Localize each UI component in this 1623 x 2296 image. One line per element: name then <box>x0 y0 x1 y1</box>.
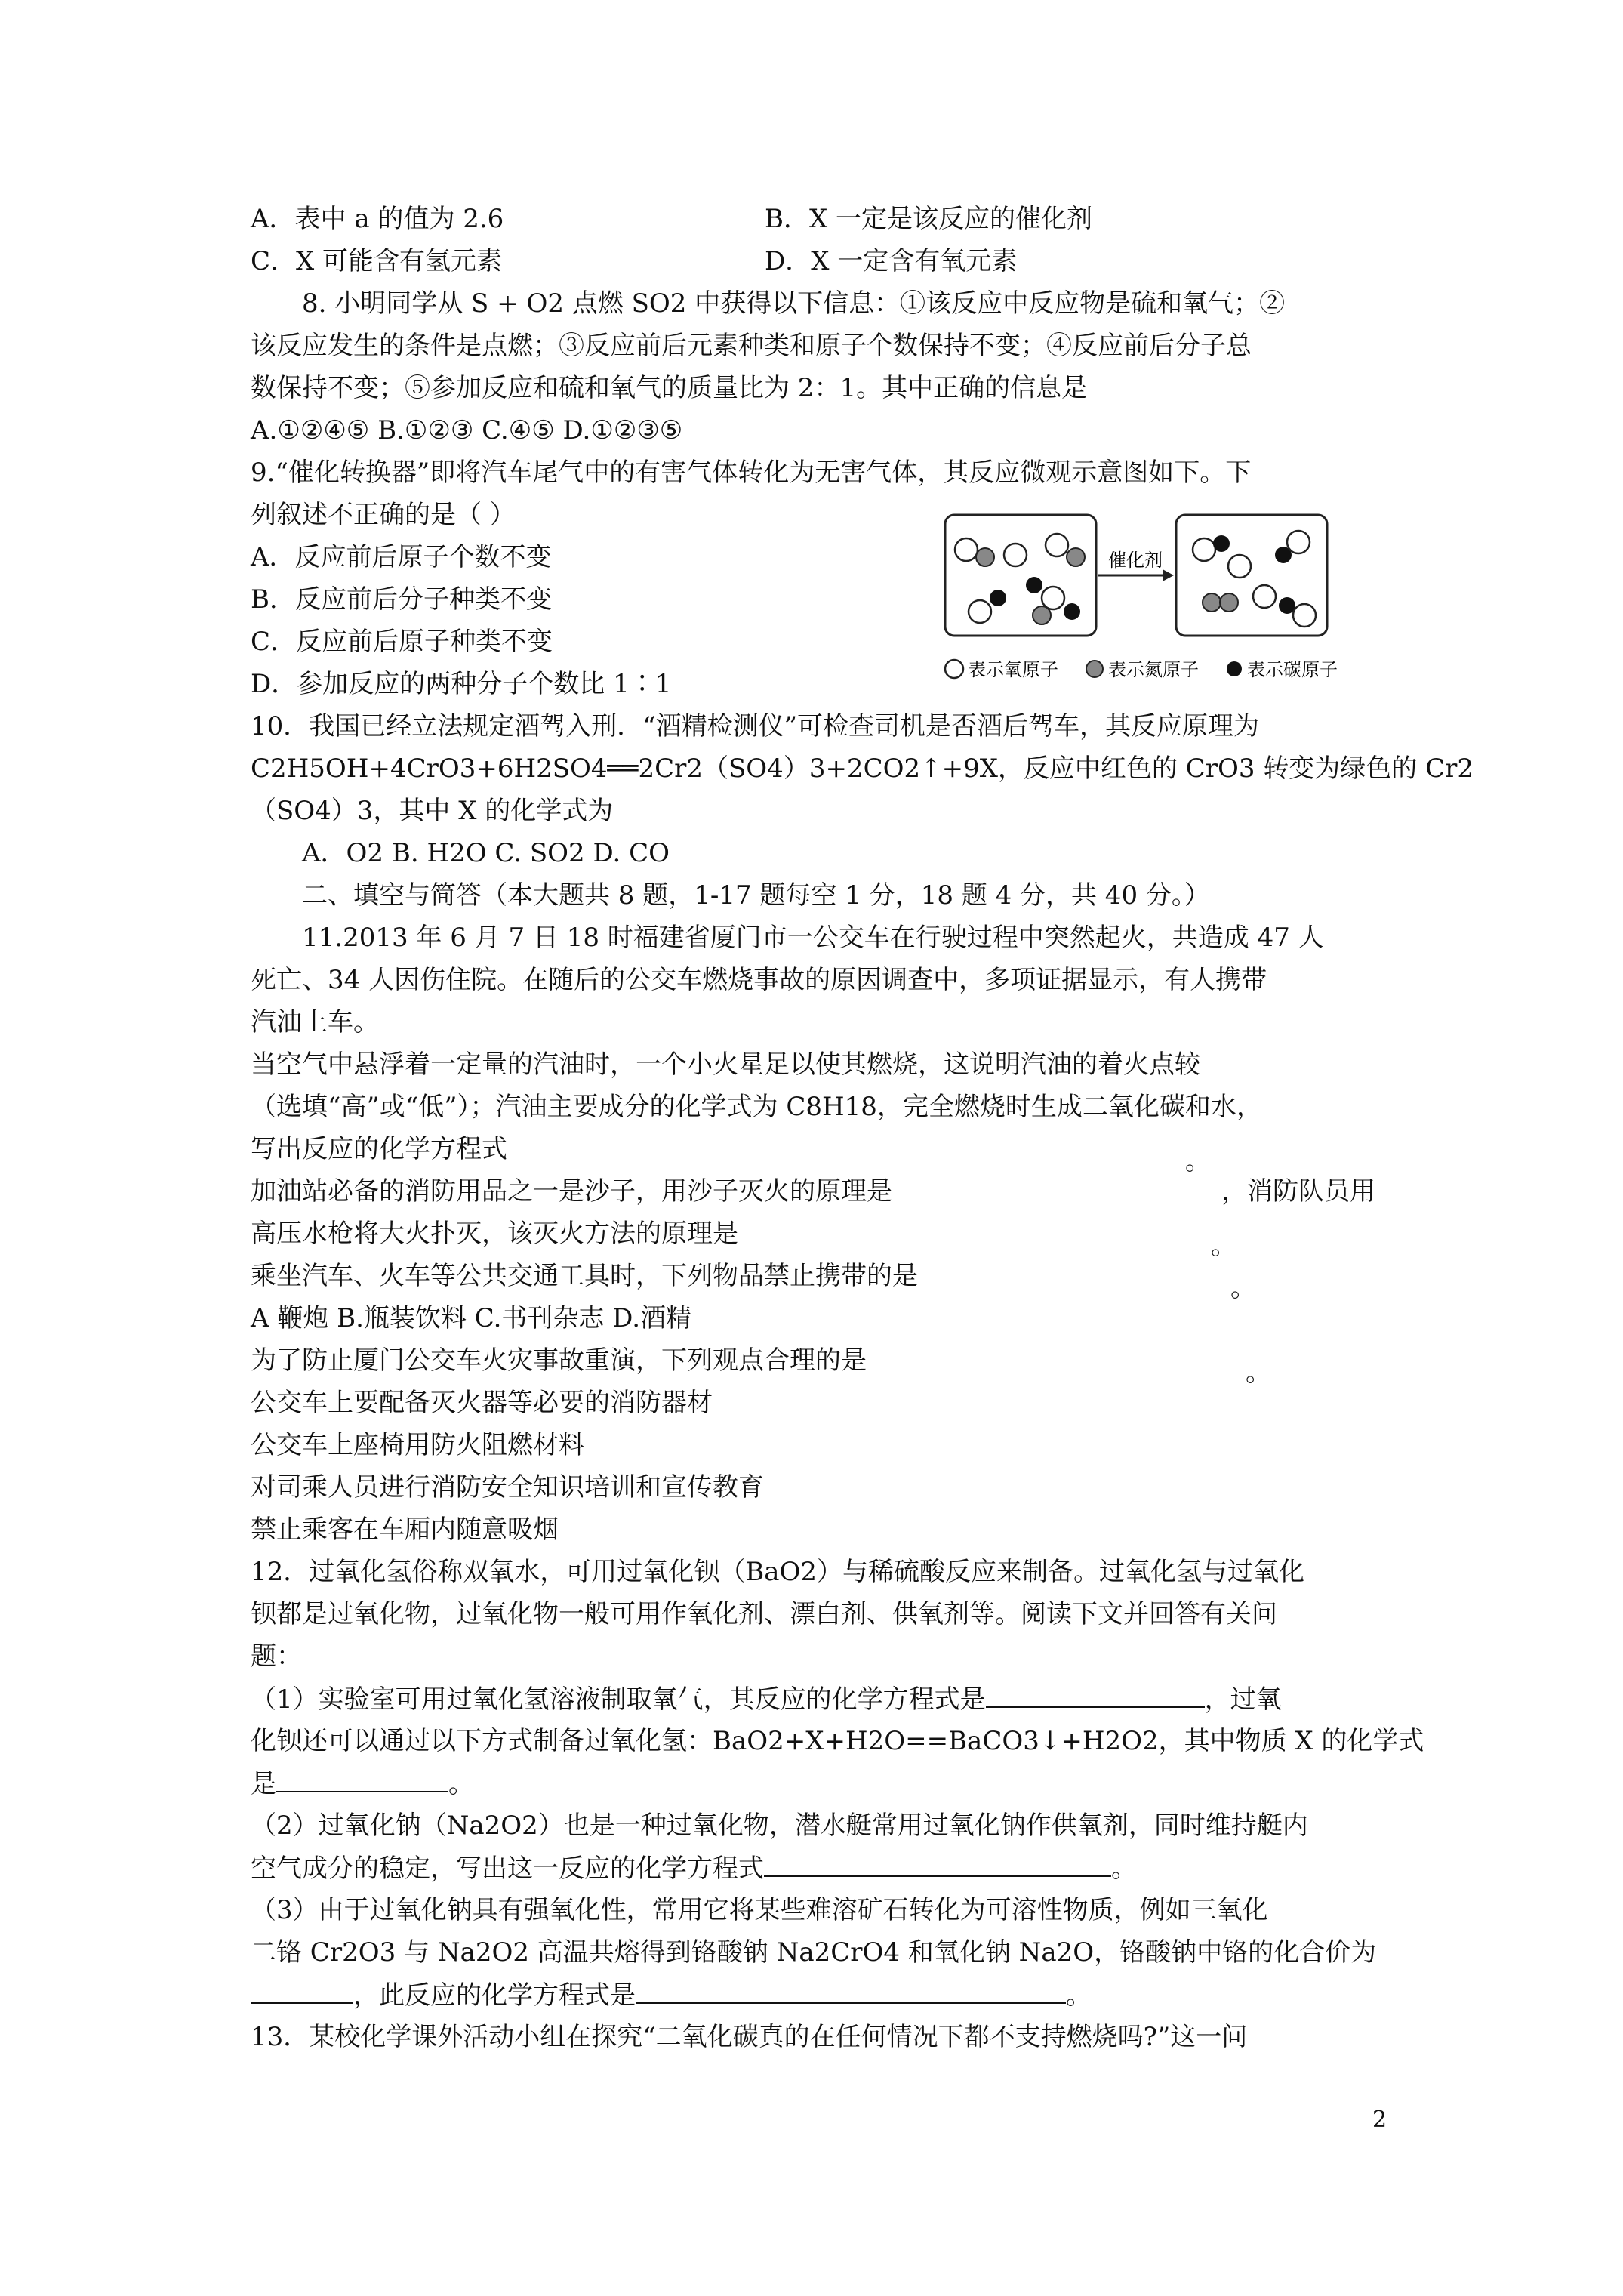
q8-line-1: 8. 小明同学从 S + O2 点燃 SO2 中获得以下信息：①该反应中反应物是硫和氧气；② <box>302 288 1286 319</box>
q9-option-a: A．反应前后原子个数不变 <box>251 542 552 572</box>
q12-part-2-text: 空气成分的稳定，写出这一反应的化学方程式 <box>251 1854 764 1884</box>
q11-line-9-end: 。 <box>1230 1273 1256 1303</box>
q11-line-11-end: 。 <box>1246 1358 1271 1388</box>
q12-part-2-line-1: （2）过氧化钠（Na2O2）也是一种过氧化物，潜水艇常用过氧化钠作供氧剂，同时维持艇内 <box>251 1811 1308 1841</box>
q7-option-d: D．X 一定含有氧元素 <box>765 246 1018 276</box>
q8-options: A.①②④⑤ B.①②③ C.④⑤ D.①②③⑤ <box>251 415 683 445</box>
q12-line-3: 题： <box>251 1641 302 1672</box>
q9-line-1: 9.“催化转换器”即将汽车尾气中的有害气体转化为无害气体，其反应微观示意图如下。下 <box>251 458 1252 488</box>
q11-line-7b: ，消防队员用 <box>1221 1176 1375 1207</box>
q11-line-1: 11.2013 年 6 月 7 日 18 时福建省厦门市一公交车在行驶过程中突然起火，共造成 47 人 <box>302 923 1324 953</box>
q11-line-2: 死亡、34 人因伤住院。在随后的公交车燃烧事故的原因调查中，多项证据显示，有人携带 <box>251 965 1267 995</box>
q12-part-3-line-3 <box>251 1980 1092 2011</box>
q7-option-b: B．X 一定是该反应的催化剂 <box>765 204 1092 234</box>
q11-line-8-end: 。 <box>1211 1231 1236 1261</box>
q12-part-3-line-2: 二铬 Cr2O3 与 Na2O2 高温共熔得到铬酸钠 Na2CrO4 和氧化钠 Na2O，铬酸钠中铬的化合价为 <box>251 1937 1377 1968</box>
answer-blank[interactable] <box>986 1684 1205 1708</box>
q12-part-2-end: 。 <box>1111 1854 1137 1884</box>
q8-line-3: 数保持不变；⑤参加反应和硫和氧气的质量比为 2：1。其中正确的信息是 <box>251 373 1088 403</box>
q11-line-5: （选填“高”或“低”）；汽油主要成分的化学式为 C8H18，完全燃烧时生成二氧化碳和水， <box>251 1092 1262 1122</box>
q11-line-6-end: 。 <box>1185 1146 1211 1176</box>
q12-part-1-line-3 <box>251 1768 474 1799</box>
arrow-label: 催化剂 <box>1108 550 1163 571</box>
q11-line-6: 写出反应的化学方程式 <box>251 1134 507 1164</box>
q13-line-1: 13．某校化学课外活动小组在探究“二氧化碳真的在任何情况下都不支持燃烧吗?”这一问 <box>251 2022 1248 2052</box>
reactant-box <box>945 515 1096 636</box>
q10-options: A．O2 B. H2O C. SO2 D. CO <box>302 838 670 868</box>
q11-item-1: 公交车上要配备灭火器等必要的消防器材 <box>251 1388 713 1418</box>
q11-options: A 鞭炮 B.瓶装饮料 C.书刊杂志 D.酒精 <box>251 1303 692 1333</box>
page-number: 2 <box>1372 2106 1387 2133</box>
q11-line-4: 当空气中悬浮着一定量的汽油时，一个小火星足以使其燃烧，这说明汽油的着火点较 <box>251 1049 1200 1080</box>
q12-part-3-text: ，此反应的化学方程式是 <box>353 1980 636 2011</box>
answer-blank[interactable] <box>276 1768 448 1792</box>
q11-item-3: 对司乘人员进行消防安全知识培训和宣传教育 <box>251 1472 764 1502</box>
answer-blank[interactable] <box>636 1980 1066 2004</box>
answer-blank[interactable] <box>764 1853 1111 1877</box>
legend-nitrogen: 表示氮原子 <box>1108 659 1199 680</box>
reaction-diagram <box>944 513 1412 687</box>
q12-part-1-text: （1）实验室可用过氧化氢溶液制取氧气，其反应的化学方程式是 <box>251 1684 986 1715</box>
q9-line-2: 列叙述不正确的是（ ） <box>251 500 516 530</box>
legend-carbon: 表示碳原子 <box>1247 659 1338 680</box>
q10-line-3: （SO4）3，其中 X 的化学式为 <box>251 796 614 826</box>
q7-option-a: A．表中 a 的值为 2.6 <box>251 204 504 234</box>
section-2-heading: 二、填空与简答（本大题共 8 题，1-17 题每空 1 分，18 题 4 分，共 40 分。） <box>302 880 1210 911</box>
q11-line-3: 汽油上车。 <box>251 1007 379 1037</box>
q12-part-3-end: 。 <box>1066 1980 1092 2011</box>
q12-part-1-end: 。 <box>448 1769 474 1799</box>
diagram-legend <box>945 659 1338 680</box>
q12-line-1: 12．过氧化氢俗称双氧水，可用过氧化钡（BaO2）与稀硫酸反应来制备。过氧化氢与过氧化 <box>251 1557 1305 1587</box>
q11-line-11: 为了防止厦门公交车火灾事故重演，下列观点合理的是 <box>251 1345 867 1376</box>
q11-item-4: 禁止乘客在车厢内随意吸烟 <box>251 1515 559 1545</box>
legend-oxygen: 表示氧原子 <box>968 659 1058 680</box>
q11-line-9: 乘坐汽车、火车等公共交通工具时，下列物品禁止携带的是 <box>251 1261 918 1291</box>
q12-line-2: 钡都是过氧化物，过氧化物一般可用作氧化剂、漂白剂、供氧剂等。阅读下文并回答有关问 <box>251 1599 1277 1629</box>
q9-option-c: C．反应前后原子种类不变 <box>251 627 553 657</box>
q9-option-b: B．反应前后分子种类不变 <box>251 584 552 615</box>
q12-part-1-line-1 <box>251 1684 1282 1715</box>
q7-option-c: C．X 可能含有氢元素 <box>251 246 503 276</box>
q11-line-7a: 加油站必备的消防用品之一是沙子，用沙子灭火的原理是 <box>251 1176 892 1207</box>
q12-part-3-line-1: （3）由于过氧化钠具有强氧化性，常用它将某些难溶矿石转化为可溶性物质，例如三氧化 <box>251 1895 1268 1925</box>
q12-part-1-tail: ，过氧 <box>1204 1684 1282 1715</box>
q8-line-2: 该反应发生的条件是点燃；③反应前后元素种类和原子个数保持不变；④反应前后分子总 <box>251 331 1252 361</box>
q10-line-1: 10．我国已经立法规定酒驾入刑．“酒精检测仪”可检查司机是否酒后驾车，其反应原理为 <box>251 711 1260 741</box>
q11-line-8: 高压水枪将大火扑灭，该灭火方法的原理是 <box>251 1219 738 1249</box>
q12-part-2-line-2 <box>251 1853 1137 1884</box>
product-box <box>1176 515 1327 636</box>
q11-item-2: 公交车上座椅用防火阻燃材料 <box>251 1430 584 1460</box>
q12-part-1-prefix: 是 <box>251 1769 276 1799</box>
reaction-arrow <box>1098 550 1174 581</box>
answer-blank[interactable] <box>251 1980 353 2004</box>
q10-line-2: C2H5OH+4CrO3+6H2SO4══2Cr2（SO4）3+2CO2↑+9X，反应中红色的 CrO3 转变为绿色的 Cr2 <box>251 754 1474 784</box>
q12-part-1-line-2: 化钡还可以通过以下方式制备过氧化氢：BaO2+X+H2O==BaCO3↓+H2O2，其中物质 X 的化学式 <box>251 1726 1424 1756</box>
q9-option-d: D．参加反应的两种分子个数比 1∶1 <box>251 669 672 699</box>
